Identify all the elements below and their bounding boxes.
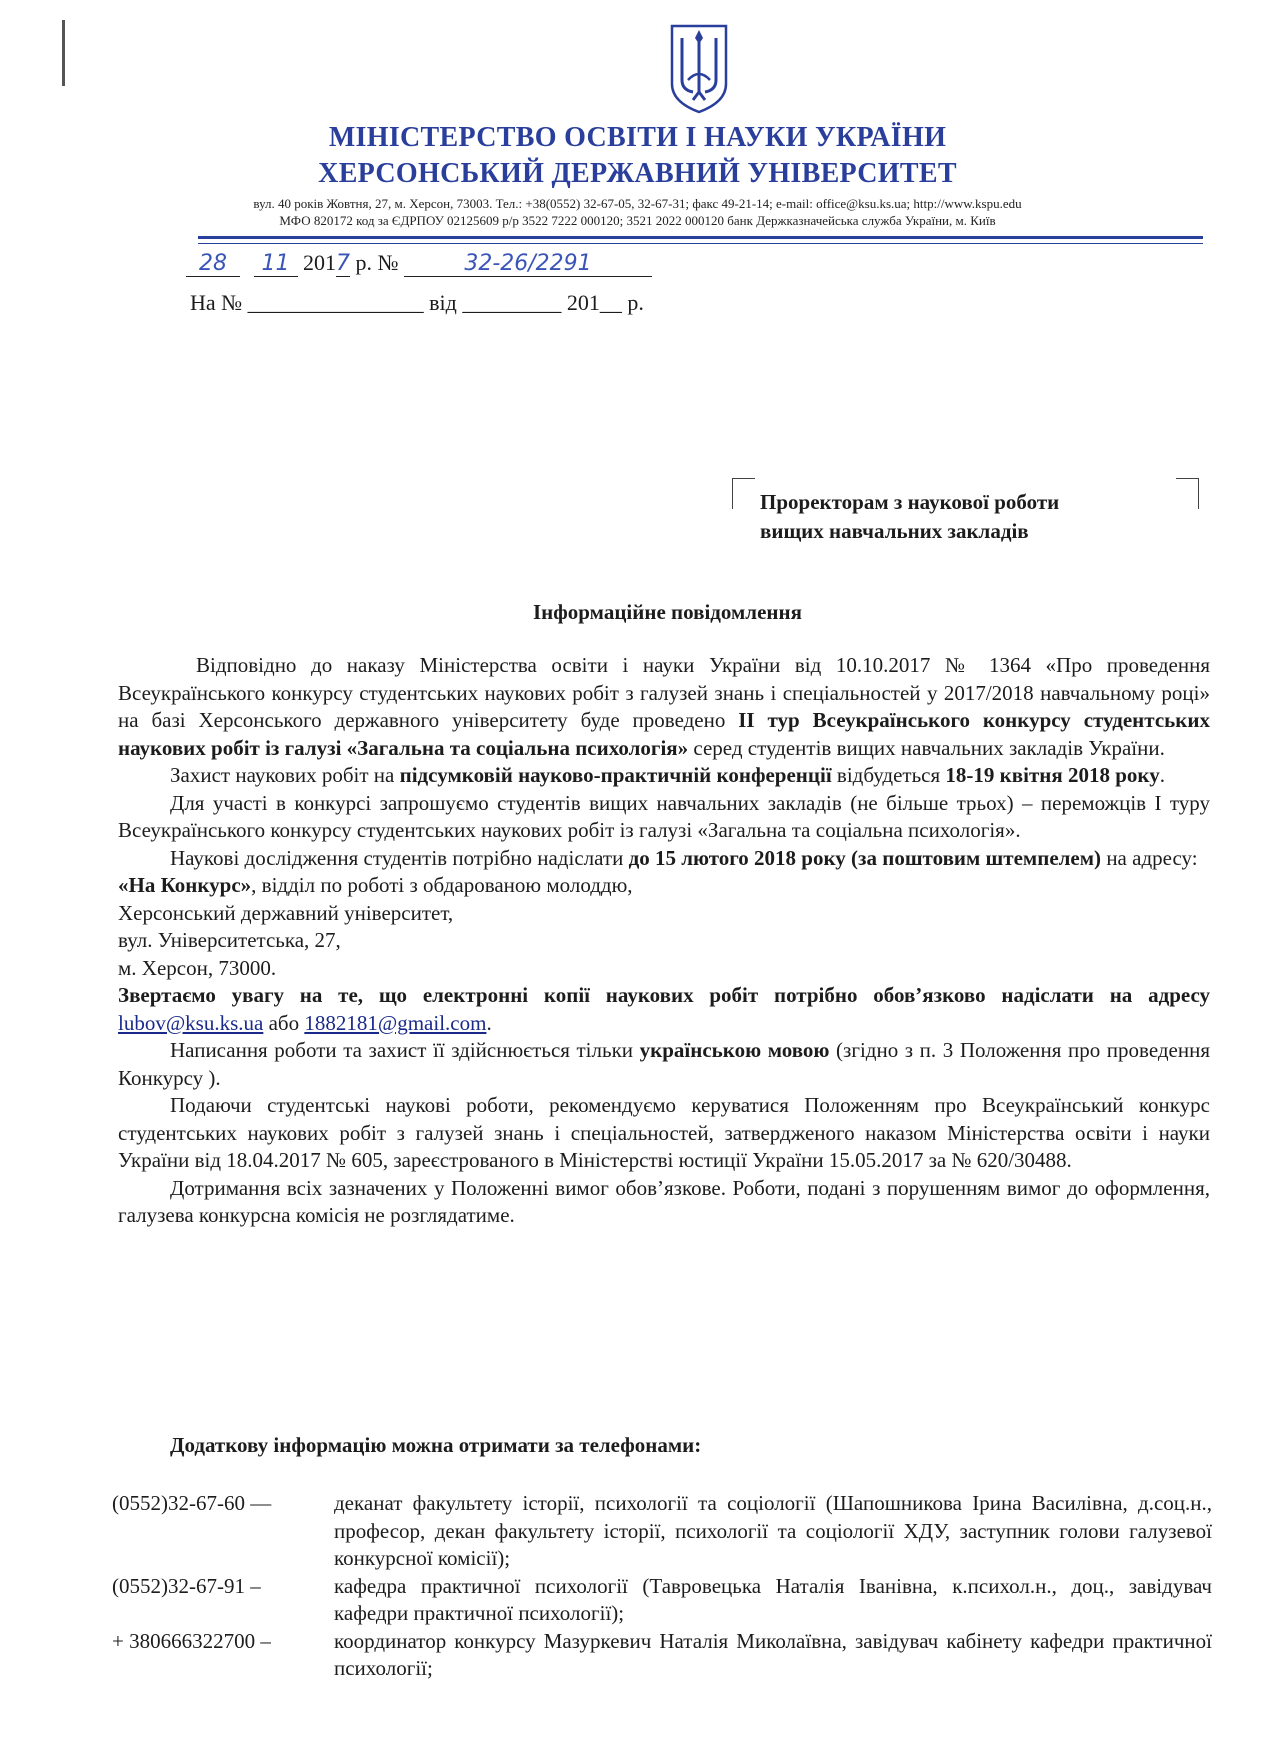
reg-year-digit: 7 bbox=[336, 251, 350, 276]
reference-line: На № ________________ від _________ 201__ р. bbox=[190, 290, 644, 315]
addressee-line-2: вищих навчальних закладів bbox=[760, 519, 1029, 543]
paragraph-regulation: Подаючи студентські наукові роботи, рекомендуємо керуватися Положенням про Всеукраїнський конкурс студентських наукових робіт з галузей знань і спеціальностей, затвердженого наказом Міністерства освіти і науки України від 18.04.2017 № 605, зареєстрованого в Міністерстві юстиції України 15.05.2017 за № 620/30488. bbox=[118, 1093, 1210, 1172]
contact-phone: (0552)32-67-91 – bbox=[112, 1573, 261, 1598]
header-rule-thick bbox=[198, 236, 1203, 239]
reg-day: 28 bbox=[186, 251, 240, 277]
registration-line bbox=[186, 250, 652, 277]
university-bank-details: МФО 820172 код за ЄДРПОУ 02125609 р/р 3522 7222 000120; 3521 2022 000120 банк Держказначейська служба України, м. Київ bbox=[279, 213, 996, 228]
contacts-list bbox=[112, 1490, 1212, 1683]
addressee bbox=[760, 488, 1059, 546]
paragraph-requirements: Дотримання всіх зазначених у Положенні вимог обов’язкове. Роботи, подані з порушенням вимог до оформлення, галузева конкурсна комісія не розглядатиме. bbox=[118, 1175, 1210, 1227]
contacts-title: Додаткову інформацію можна отримати за телефонами: bbox=[170, 1433, 702, 1457]
paragraph-defense: Захист наукових робіт на підсумковій науково-практичній конференції відбудеться 18-19 квітня 2018 року. bbox=[170, 763, 1165, 787]
ministry-name: МІНІСТЕРСТВО ОСВІТИ І НАУКИ УКРАЇНИ bbox=[328, 122, 947, 153]
paragraph-order: Відповідно до наказу Міністерства освіти і науки України від 10.10.2017 № 1364 «Про проведення Всеукраїнського конкурсу студентських наукових робіт з галузей знань і спеціальностей у 2017/2018 навчальному році» на базі Херсонського державного університету буде проведено ІІ тур Всеукраїнського конкурсу студентських наукових робіт із галузі «Загальна та соціальна психологія» серед студентів вищих навчальних закладів України. bbox=[118, 653, 1210, 760]
contact-phone: (0552)32-67-60 — bbox=[112, 1491, 272, 1515]
addressee-line-1: Проректорам з наукової роботи bbox=[760, 490, 1060, 514]
contact-item bbox=[112, 1628, 1212, 1683]
trident-emblem-icon bbox=[668, 22, 730, 114]
email-link-1[interactable]: lubov@ksu.ks.ua bbox=[118, 1010, 264, 1035]
addressee-bracket-left bbox=[732, 478, 755, 509]
contact-description: координатор конкурсу Мазуркевич Наталія Миколаївна, завідувач кабінету кафедри практичної психології; bbox=[334, 1628, 1212, 1680]
email-link-2[interactable]: 1882181@gmail.com bbox=[304, 1010, 487, 1035]
header-rule-thin bbox=[198, 243, 1203, 244]
contact-item bbox=[112, 1573, 1212, 1628]
postal-address-line-1: «На Конкурс», відділ по роботі з обдарованою молоддю, bbox=[118, 873, 633, 897]
contact-phone: + 380666322700 – bbox=[112, 1628, 271, 1653]
reg-month: 11 bbox=[254, 251, 298, 277]
document-title: Інформаційне повідомлення bbox=[533, 600, 802, 624]
scan-edge-mark bbox=[62, 20, 65, 86]
university-name: ХЕРСОНСЬКИЙ ДЕРЖАВНИЙ УНІВЕРСИТЕТ bbox=[318, 158, 957, 189]
contact-item bbox=[112, 1490, 1212, 1573]
addressee-bracket-right bbox=[1176, 478, 1199, 509]
paragraph-language: Написання роботи та захист її здійснюється тільки українською мовою (згідно з п. 3 Положення про проведення Конкурсу ). bbox=[118, 1038, 1211, 1090]
paragraph-deadline: Наукові дослідження студентів потрібно надіслати до 15 лютого 2018 року (за поштовим штемпелем) на адресу: bbox=[170, 845, 1198, 870]
contact-description: кафедра практичної психології (Тавровецька Наталія Іванівна, к.психол.н., доц., завідувач кафедри практичної психології); bbox=[334, 1573, 1212, 1625]
paragraph-invitation: Для участі в конкурсі запрошуємо студентів вищих навчальних закладів (не більше трьох) – переможців І туру Всеукраїнського конкурсу студентських наукових робіт із галузі «Загальна та соціальна психологія». bbox=[118, 790, 1210, 842]
reg-number-label: р. № bbox=[355, 250, 399, 275]
reg-number: 32-26/2291 bbox=[404, 251, 652, 277]
contact-description: деканат факультету історії, психології та соціології (Шапошникова Ірина Василівна, д.соц.н., професор, декан факультету історії, психології та соціології ХДУ, заступник голови галузевої конкурсної комісії); bbox=[334, 1491, 1212, 1570]
postal-address-line-2: Херсонський державний університет, bbox=[118, 900, 454, 925]
reg-year-prefix: 201 bbox=[303, 250, 336, 275]
paragraph-electronic-copies: Звертаємо увагу на те, що електронні копії наукових робіт потрібно обов’язково надіслати на адресу lubov@ksu.ks.ua або 1882181@gmail.com. bbox=[118, 983, 1210, 1035]
postal-address-line-4: м. Херсон, 73000. bbox=[118, 955, 277, 980]
letter-body bbox=[118, 652, 1210, 1230]
university-address: вул. 40 років Жовтня, 27, м. Херсон, 73003. Тел.: +38(0552) 32-67-05, 32-67-31; факс 49-21-14; e-mail: office@ksu.ks.ua; http://www.kspu.edu bbox=[253, 196, 1022, 211]
postal-address-line-3: вул. Університетська, 27, bbox=[118, 928, 341, 952]
